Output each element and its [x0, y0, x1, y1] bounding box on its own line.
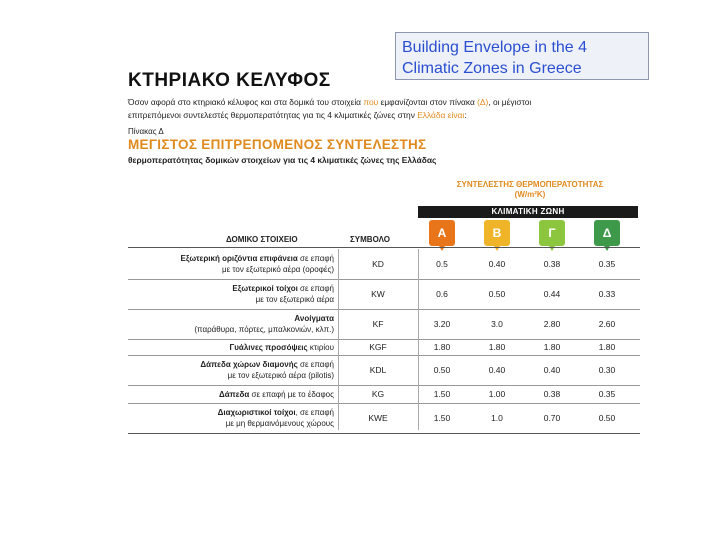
value-cell-zone-3: 0.40 [543, 364, 561, 375]
value-cell-zone-3: 0.44 [543, 288, 561, 299]
zone-badge-1: Α [429, 220, 455, 246]
value-cell-zone-2: 1.80 [488, 341, 506, 352]
symbol-cell: KF [372, 318, 384, 329]
value-cell-zone-4: 0.30 [598, 364, 616, 375]
value-cell-zone-4: 0.35 [598, 388, 616, 399]
zone-badge-2: Β [484, 220, 510, 246]
value-cell-zone-4: 0.33 [598, 288, 616, 299]
intro-text-b: εμφανίζονται στον πίνακα [378, 97, 478, 107]
value-cell-zone-3: 1.80 [543, 341, 561, 352]
symbol-cell: KG [371, 388, 385, 399]
symbol-cell: KDL [369, 364, 387, 375]
intro-paragraph [128, 96, 643, 122]
intro-highlight-3: Ελλάδα είναι [417, 110, 465, 120]
element-name-bold: Δάπεδα [218, 389, 250, 399]
element-name-line2: με τον εξωτερικό αέρα [255, 295, 334, 304]
row-divider [128, 339, 640, 340]
intro-text-a: Όσον αφορά στο κτηριακό κέλυφος και στα δομικά του στοιχεία [128, 97, 364, 107]
value-cell-zone-2: 3.0 [491, 318, 503, 329]
element-name-rest: σε επαφή [297, 254, 334, 263]
element-name-bold: Δάπεδα χώρων διαμονής [200, 360, 298, 369]
element-name-bold: Εξωτερικοί τοίχοι [232, 284, 298, 293]
intro-highlight-1: που [363, 97, 379, 107]
element-name [128, 342, 334, 353]
value-cell-zone-4: 2.60 [598, 318, 616, 329]
value-cell-zone-1: 0.5 [436, 258, 448, 269]
element-name-rest: κτιρίου [307, 342, 334, 352]
symbol-cell: KW [371, 288, 385, 299]
column-separator [338, 249, 339, 430]
intro-highlight-2: (Δ) [477, 97, 489, 107]
value-cell-zone-1: 0.50 [433, 364, 451, 375]
element-name-line2: με μη θερμαινόμενους χώρους [225, 419, 334, 428]
element-name [128, 389, 334, 400]
element-name-bold: Γυάλινες προσόψεις [229, 342, 308, 352]
element-name-rest: σε επαφή [297, 360, 334, 369]
element-name-rest: σε επαφή [297, 284, 334, 293]
element-name-rest: σε επαφή με το έδαφος [249, 389, 334, 399]
column-header-element: ΔΟΜΙΚΟ ΣΤΟΙΧΕΙΟ [226, 235, 298, 244]
zone-badge-4: Δ [594, 220, 620, 246]
row-divider [128, 279, 640, 280]
value-cell-zone-4: 0.35 [598, 258, 616, 269]
table-title: ΜΕΓΙΣΤΟΣ ΕΠΙΤΡΕΠΟΜΕΝΟΣ ΣΥΝΤΕΛΕΣΤΗΣ [128, 137, 427, 152]
value-cell-zone-2: 1.00 [488, 388, 506, 399]
callout-line-1: Building Envelope in the 4 [402, 39, 588, 56]
symbol-cell: KWE [368, 412, 388, 423]
row-divider [128, 385, 640, 386]
intro-text-end: : [464, 110, 467, 120]
element-name-line2: με τον εξωτερικό αέρα (οροφές) [221, 265, 334, 274]
coefficient-title: ΣΥΝΤΕΛΕΣΤΗΣ ΘΕΡΜΟΠΕΡΑΤΟΤΗΤΑΣ [456, 180, 604, 189]
value-cell-zone-4: 0.50 [598, 412, 616, 423]
value-cell-zone-1: 1.50 [433, 412, 451, 423]
page-title: ΚΤΗΡΙΑΚΟ ΚΕΛΥΦΟΣ [128, 70, 331, 91]
element-name [128, 253, 334, 275]
element-name [128, 359, 334, 381]
value-cell-zone-3: 0.70 [543, 412, 561, 423]
row-divider [128, 309, 640, 310]
row-divider [128, 403, 640, 404]
coefficient-header [420, 180, 640, 200]
element-name-rest: , σε επαφή [295, 408, 334, 417]
table-subtitle: θερμοπερατότητας δομικών στοιχείων για τις 4 κλιματικές ζώνες της Ελλάδας [128, 155, 437, 165]
element-name-line2: με τον εξωτερικό αέρα (pilotis) [227, 371, 334, 380]
row-divider [128, 433, 640, 434]
element-name [128, 407, 334, 429]
value-cell-zone-3: 2.80 [543, 318, 561, 329]
value-cell-zone-4: 1.80 [598, 341, 616, 352]
value-cell-zone-1: 0.6 [436, 288, 448, 299]
symbol-cell: KD [372, 258, 384, 269]
element-name-bold: Εξωτερική οριζόντια επιφάνεια [180, 254, 298, 263]
callout-line-2: Climatic Zones in Greece [402, 60, 582, 77]
element-name-line2: (παράθυρα, πόρτες, μπαλκονιών, κλπ.) [194, 325, 334, 334]
column-separator [418, 249, 419, 430]
value-cell-zone-2: 1.0 [491, 412, 503, 423]
intro-text-c: , οι μέγιστοι [488, 97, 532, 107]
column-header-symbol: ΣΥΜΒΟΛΟ [350, 235, 390, 244]
intro-text-line2: επιτρεπόμενοι συντελεστές θερμοπερατότητας για τις 4 κλιματικές ζώνες στην [128, 110, 418, 120]
callout-box [395, 32, 649, 80]
element-name-bold: Διαχωριστικοί τοίχοι [217, 408, 296, 417]
element-name [128, 283, 334, 305]
value-cell-zone-2: 0.50 [488, 288, 506, 299]
value-cell-zone-2: 0.40 [488, 258, 506, 269]
climate-zone-bar: ΚΛΙΜΑΤΙΚΗ ΖΩΝΗ [418, 206, 638, 218]
value-cell-zone-3: 0.38 [543, 388, 561, 399]
element-name-bold: Ανοίγματα [294, 314, 334, 323]
symbol-cell: KGF [369, 341, 387, 352]
value-cell-zone-1: 3.20 [433, 318, 451, 329]
value-cell-zone-1: 1.80 [433, 341, 451, 352]
header-divider [128, 247, 640, 248]
coefficient-unit: (W/m²K) [514, 190, 546, 199]
value-cell-zone-3: 0.38 [543, 258, 561, 269]
zone-badge-3: Γ [539, 220, 565, 246]
value-cell-zone-2: 0.40 [488, 364, 506, 375]
element-name [128, 313, 334, 335]
row-divider [128, 355, 640, 356]
value-cell-zone-1: 1.50 [433, 388, 451, 399]
table-label: Πίνακας Δ [128, 127, 164, 136]
